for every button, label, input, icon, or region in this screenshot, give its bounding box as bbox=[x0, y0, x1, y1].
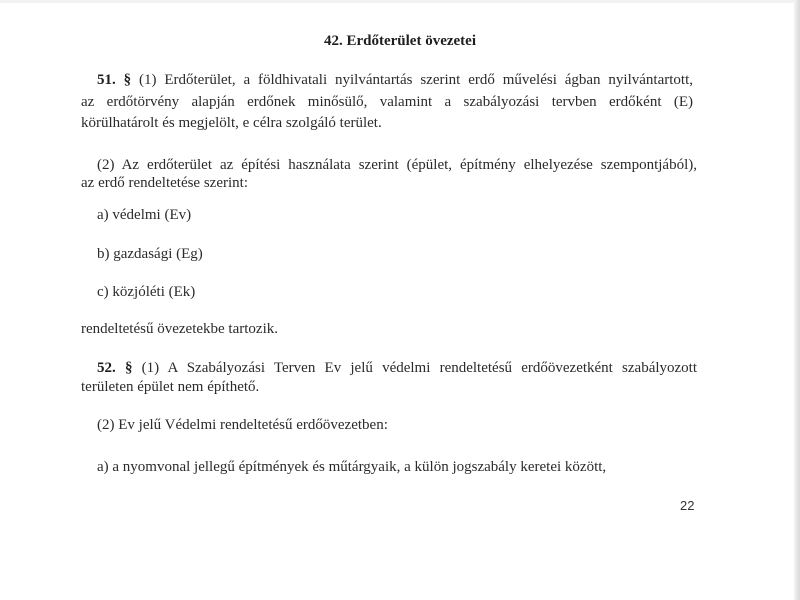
s51-number: 51. § bbox=[97, 72, 132, 88]
s51-item-c: c) közjóléti (Ek) bbox=[97, 284, 196, 300]
s52-p2-line1: (2) Ev jelű Védelmi rendeltetésű erdőövezetben: bbox=[97, 417, 388, 433]
s52-p1-line1 bbox=[97, 360, 697, 377]
page-number: 22 bbox=[680, 498, 695, 513]
s52-p1-line1-text: (1) A Szabályozási Terven Ev jelű védelmi rendeltetésű erdőövezetként szabályozott bbox=[132, 360, 698, 376]
s51-p1-line2: az erdőtörvény alapján erdőnek minősülő, valamint a szabályozási tervben erdőként (E) bbox=[81, 94, 693, 110]
s51-p2-line2: az erdő rendeltetése szerint: bbox=[81, 175, 248, 191]
s51-p2-line1: (2) Az erdőterület az építési használata szerint (épület, építmény elhelyezése szempontjából), bbox=[97, 157, 697, 173]
s52-item-a: a) a nyomvonal jellegű építmények és műtárgyaik, a külön jogszabály keretei között, bbox=[97, 459, 607, 475]
s51-p1-line3: körülhatárolt és megjelölt, e célra szolgáló terület. bbox=[81, 115, 382, 131]
s51-item-b: b) gazdasági (Eg) bbox=[97, 246, 203, 262]
s51-item-a: a) védelmi (Ev) bbox=[97, 207, 192, 223]
page-edge bbox=[0, 0, 800, 3]
s52-p1-line2: területen épület nem építhető. bbox=[81, 379, 260, 395]
s51-p1-line1 bbox=[97, 72, 693, 89]
section-heading: 42. Erdőterület övezetei bbox=[323, 33, 477, 49]
s52-number: 52. § bbox=[97, 360, 133, 376]
s51-closing: rendeltetésű övezetekbe tartozik. bbox=[81, 321, 278, 337]
scan-shadow bbox=[794, 0, 800, 600]
s51-p1-line1-text: (1) Erdőterület, a földhivatali nyilvántartás szerint erdő művelési ágban nyilvántartott, bbox=[131, 72, 693, 88]
